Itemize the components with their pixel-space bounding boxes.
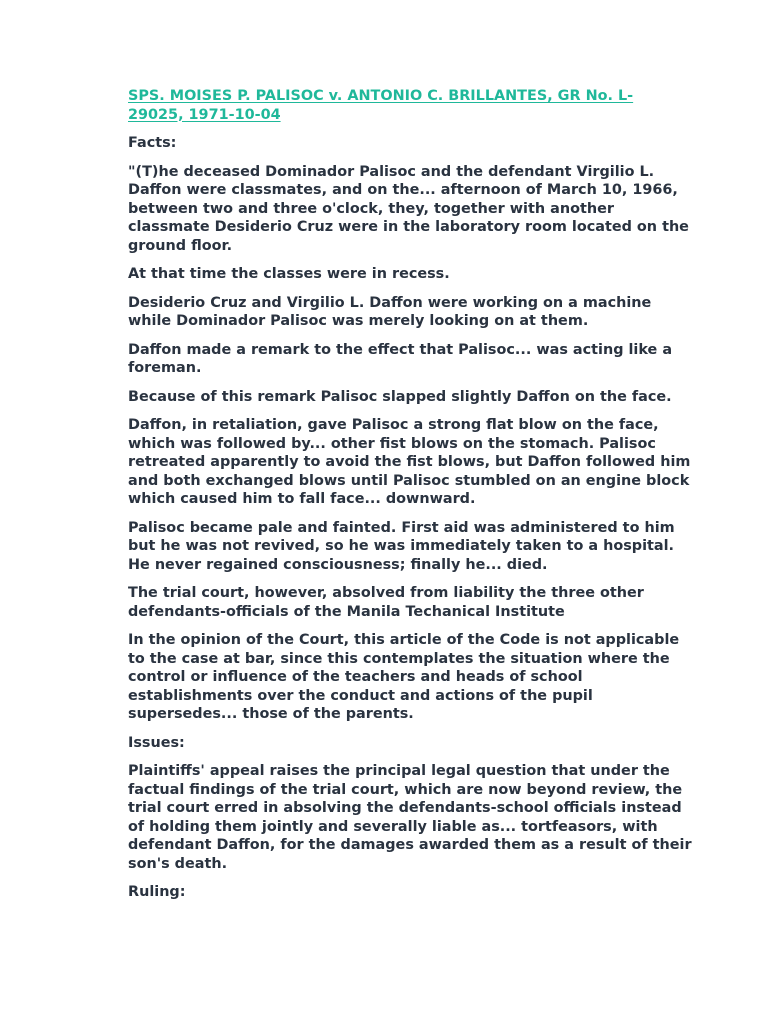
facts-paragraph: Daffon made a remark to the effect that Palisoc... was acting like a foreman. (128, 341, 673, 376)
facts-heading: Facts: (128, 135, 177, 151)
issues-heading: Issues: (128, 734, 185, 751)
issues-paragraph: Plaintiffs' appeal raises the principal legal question that under the factual findings of the trial court, which are now beyond review, the trial court erred in absolving the defendants-school officials instead of holding them jointly and severally liable as... tortfeasors, with defendant Daffon, for the damages awarded them as a result of their son's death. (128, 763, 692, 872)
facts-paragraph: "(T)he deceased Dominador Palisoc and the defendant Virgilio L. Daffon were classmates, and on the... afternoon of March 10, 1966, between two and three o'clock, they, together with another classmate Desiderio Cruz were in the laboratory room located on the ground floor. (128, 163, 689, 254)
facts-paragraph: At that time the classes were in recess. (128, 266, 450, 282)
ruling-heading: Ruling: (128, 884, 186, 900)
facts-paragraph: Daffon, in retaliation, gave Palisoc a strong flat blow on the face, which was followed by... other fist blows on the stomach. Palisoc retreated apparently to avoid the fist blows, but Daffon followed him and both exchanged blows until Palisoc stumbled on an engine block which caused him to fall face... downward. (128, 417, 691, 507)
facts-paragraph: Palisoc became pale and fainted. First aid was administered to him but he was not revived, so he was immediately taken to a hospital. He never regained consciousness; finally he... died. (128, 519, 675, 573)
facts-paragraph: The trial court, however, absolved from liability the three other defendants-officials of the Manila Techanical Institute (128, 585, 644, 620)
facts-paragraph: Because of this remark Palisoc slapped slightly Daffon on the face. (128, 388, 672, 405)
facts-paragraph: In the opinion of the Court, this article of the Code is not applicable to the case at bar, since this contemplates the situation where the control or influence of the teachers and heads of school establishments over the conduct and actions of the pupil supersedes... those of the parents. (128, 632, 680, 722)
case-title-link[interactable]: SPS. MOISES P. PALISOC v. ANTONIO C. BRILLANTES, GR No. L- 29025, 1971-10-04 (128, 88, 634, 123)
document-page (128, 87, 694, 912)
facts-paragraph: Desiderio Cruz and Virgilio L. Daffon were working on a machine while Dominador Palisoc was merely looking on at them. (128, 294, 652, 329)
